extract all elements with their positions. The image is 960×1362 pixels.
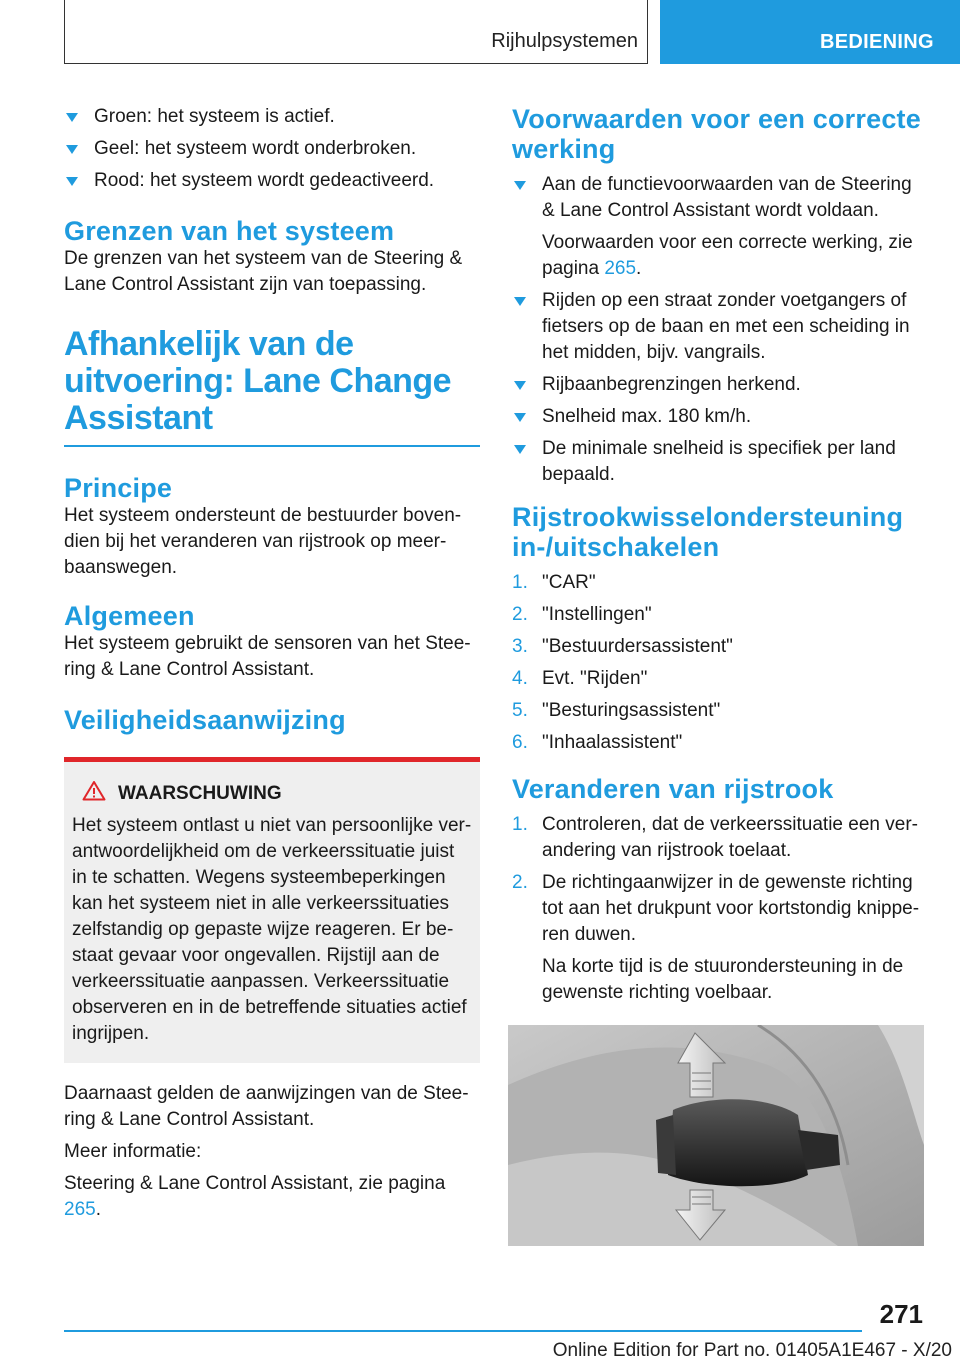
change-steps bbox=[512, 812, 928, 1006]
switch-steps bbox=[512, 570, 928, 756]
warning-triangle-icon bbox=[82, 780, 106, 807]
triangle-bullet-icon bbox=[514, 381, 526, 390]
warning-text: Het systeem ontlast u niet van persoonlijke verantwoordelijkheid om de verkeerssituatie juist in te schatten. Wegens systeembeperkingen kan het systeem niet in alle verkeerssituaties zelfstandig op gepaste wijze reageren. Er bestaat gevaar voor ongevallen. Rijstijl aan de verkeerssituatie aanpassen. Verkeerssituatie observeren en in de betreffende situaties actief ingrijpen. bbox=[72, 815, 472, 1044]
conditions-list bbox=[512, 172, 928, 488]
general-text: Het systeem gebruikt de sensoren van het Steering & Lane Control Assistant. bbox=[64, 633, 471, 680]
more-info-label: Meer informatie: bbox=[64, 1141, 202, 1162]
list-item: Aan de functievoorwaarden van de Steering & Lane Control Assistant wordt voldaan. Voorwaarden voor een correcte werking, zie pagina 265. bbox=[512, 172, 928, 282]
triangle-bullet-icon bbox=[66, 177, 78, 186]
sub-text: Na korte tijd is de stuurondersteuning in de gewenste richting voelbaar. bbox=[542, 956, 904, 1003]
footer-rule bbox=[64, 1330, 862, 1332]
warning-header bbox=[82, 780, 472, 807]
triangle-bullet-icon bbox=[514, 413, 526, 422]
footer-edition: Online Edition for Part no. 01405A1E467 - X/20 bbox=[552, 1340, 952, 1361]
list-item: Groen: het systeem is actief. bbox=[64, 104, 480, 130]
principle-text: Het systeem ondersteunt de bestuurder bovendien bij het veranderen van rijstrook op meerbaanswegen. bbox=[64, 505, 462, 578]
list-item: 2. De richtingaanwijzer in de gewenste richting tot aan het drukpunt voor kortstondig knipperen duwen. Na korte tijd is de stuurondersteuning in de gewenste richting voelbaar. bbox=[512, 870, 928, 1006]
list-item: 1. "CAR" bbox=[512, 572, 596, 593]
list-item: 1. Controleren, dat de verkeerssituatie een verandering van rijstrook toelaat. bbox=[512, 814, 918, 861]
header-section-title: Rijhulpsystemen bbox=[491, 30, 638, 52]
also-text: Daarnaast gelden de aanwijzingen van de Steering & Lane Control Assistant. bbox=[64, 1083, 469, 1130]
conditions-heading: Voorwaarden voor een correcte werking bbox=[512, 104, 921, 164]
list-item: Snelheid max. 180 km/h. bbox=[512, 404, 928, 430]
list-item: Geel: het systeem wordt onderbroken. bbox=[64, 136, 480, 162]
turn-signal-lever-illustration bbox=[508, 1025, 924, 1246]
reference-text: Steering & Lane Control Assistant, zie pagina 265. bbox=[64, 1173, 446, 1220]
right-column bbox=[512, 104, 928, 1012]
triangle-bullet-icon bbox=[514, 297, 526, 306]
list-item: Rijbaanbegrenzingen herkend. bbox=[512, 372, 928, 398]
triangle-bullet-icon bbox=[514, 181, 526, 190]
list-item: Rood: het systeem wordt gedeactiveerd. bbox=[64, 168, 480, 194]
list-item: 2. "Instellingen" bbox=[512, 604, 652, 625]
warning-box bbox=[64, 762, 480, 1063]
list-item: 5. "Besturingsassistent" bbox=[512, 700, 721, 721]
principle-heading: Principe bbox=[64, 473, 173, 503]
left-column bbox=[64, 104, 480, 1223]
chapter-heading: Afhankelijk van de uitvoering: Lane Change Assistant bbox=[64, 325, 452, 437]
limits-text: De grenzen van het systeem van de Steering & Lane Control Assistant zijn van toepassing. bbox=[64, 248, 463, 295]
status-list bbox=[64, 104, 480, 194]
warning-label: WAARSCHUWING bbox=[118, 782, 282, 804]
list-item: Rijden op een straat zonder voetgangers of fietsers op de baan en met een scheiding in het midden, bijv. vangrails. bbox=[512, 288, 928, 366]
chapter-rule bbox=[64, 445, 480, 447]
header-chapter-tab[interactable]: BEDIENING bbox=[660, 0, 960, 64]
page-link[interactable]: 265 bbox=[604, 258, 637, 279]
page-link[interactable]: 265 bbox=[64, 1199, 96, 1220]
limits-heading: Grenzen van het systeem bbox=[64, 216, 395, 246]
safety-heading: Veiligheidsaanwijzing bbox=[64, 705, 346, 735]
general-heading: Algemeen bbox=[64, 601, 195, 631]
triangle-bullet-icon bbox=[66, 145, 78, 154]
triangle-bullet-icon bbox=[514, 445, 526, 454]
switch-heading: Rijstrookwisselondersteuning in-/uitschakelen bbox=[512, 502, 904, 562]
sub-text: Voorwaarden voor een correcte werking, zie pagina 265. bbox=[542, 232, 913, 279]
page-number: 271 bbox=[879, 1299, 923, 1329]
list-item: 4. Evt. "Rijden" bbox=[512, 668, 648, 689]
list-item: De minimale snelheid is specifiek per land bepaald. bbox=[512, 436, 928, 488]
list-item: 3. "Bestuurdersassistent" bbox=[512, 636, 733, 657]
change-heading: Veranderen van rijstrook bbox=[512, 774, 834, 804]
triangle-bullet-icon bbox=[66, 113, 78, 122]
list-item: 6. "Inhaalassistent" bbox=[512, 732, 683, 753]
